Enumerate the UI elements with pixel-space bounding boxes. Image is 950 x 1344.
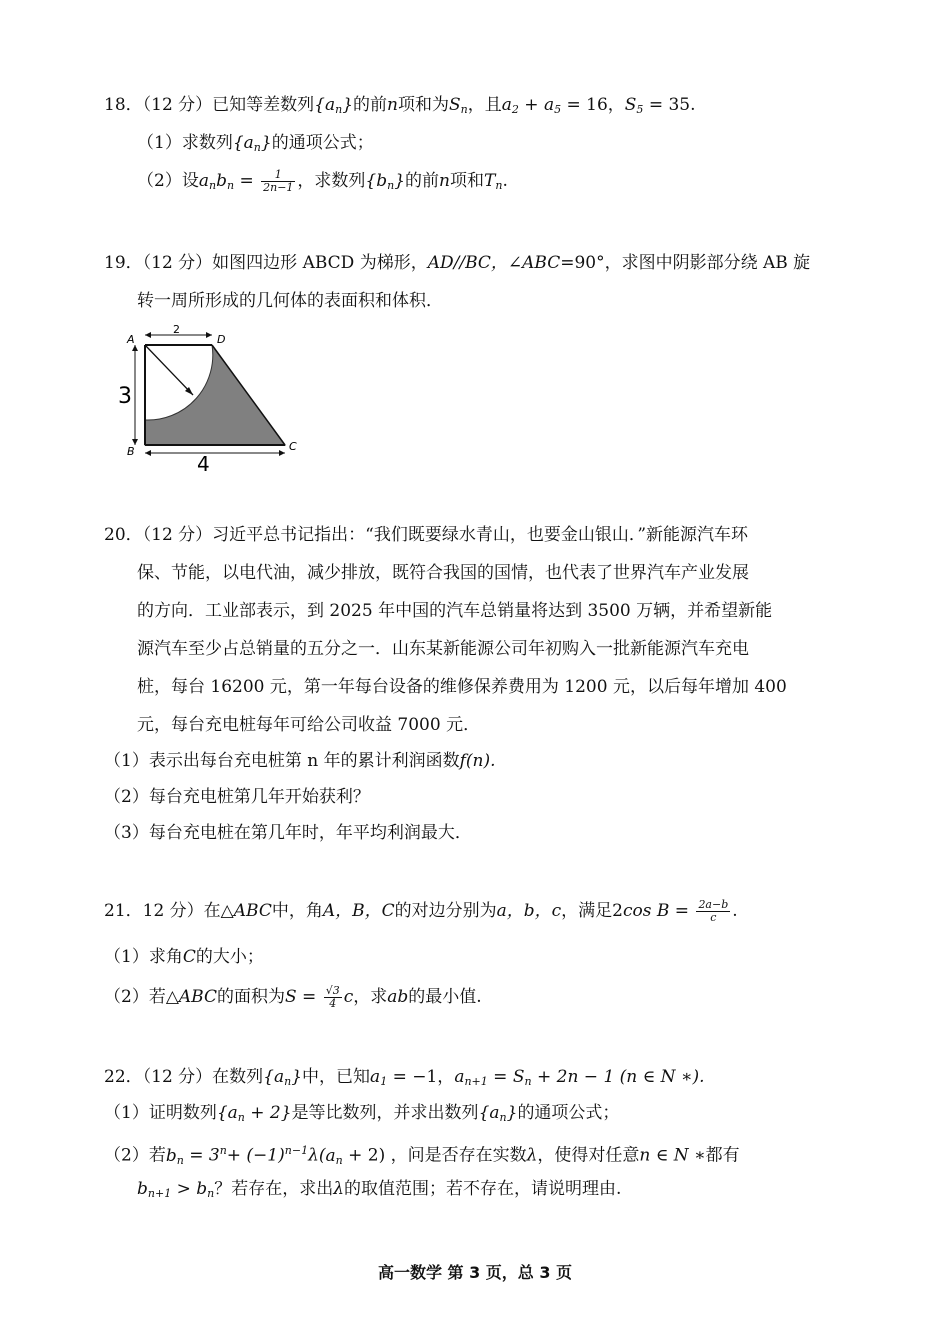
q22-text: 是等比数列，并求出数列 [291,1103,479,1123]
q20-sub3: （3）每台充电桩在第几年时，年平均利润最大． [104,823,472,843]
q18-sub2-text: 的前 [405,171,440,191]
q21-sub2 [104,984,482,1010]
q18-line1: 18．（12 分）已知等差数列$\{a_n\}$的前n项和为$S_n$，且$a_2 + a_5 = 16$，$S_5 = 35$. [104,95,696,116]
q21-sub1 [104,944,264,970]
q18-sub1-text: 的通项公式； [271,133,374,153]
q22-math: > [176,1179,191,1199]
q18-frac-num: 1 [261,169,295,182]
q22-math: n ∈ N ∗ [639,1145,706,1166]
label-C: C [289,440,297,453]
q21-math: c [343,987,354,1007]
label-A: A [127,333,135,346]
q22-text: 中，已知 [302,1067,371,1087]
q20-sub1-text: （1）表示出每台充电桩第 n 年的累计利润函数 [104,751,460,771]
q18-text: 项和为 [398,95,449,115]
q22-text: ，使得对任意 [537,1145,640,1166]
q21-text: 的大小； [195,947,264,967]
q18-sub2: （2）设$a_nb_n$ = $\frac{1}{2n-1}$ ，求数列$\{b_n\}$的前n项和$T_n$. [137,168,508,194]
q22-text: = −1， [392,1067,455,1087]
q22-math: = 3 [189,1145,220,1166]
q21-text: 中，角 [271,901,323,921]
q22-text: ？若存在，求出 [214,1179,334,1199]
q21-fraction [696,899,730,924]
q22-sub1: （1）证明数列$\{a_n + 2\}$是等比数列，并求出数列$\{a_n\}$的通项公式； [104,1103,620,1124]
q19-math: AD//BC，∠ABC [427,253,561,273]
q21-text: （2）若△ [104,987,179,1007]
q22-text: + 2) ，问是否存在实数 [348,1145,527,1166]
q21-math: S = [284,987,317,1007]
q22-text: = [493,1067,508,1087]
label-bottom-length: 4 [197,452,210,475]
q21-math: ABC [233,901,272,921]
q21-text: ，求 [353,987,388,1007]
q21-math: a，b，c [496,901,562,921]
q21-frac2-den: 4 [329,997,337,1010]
trapezoid-figure [115,325,315,475]
q21-text: ，满足2 [561,901,623,921]
q20-line1: 20．（12 分）习近平总书记指出：“我们既要绿水青山，也要金山银山．”新能源汽车环 [104,525,749,545]
q18-eq: = 35. [648,95,696,115]
q21-fraction2 [324,985,342,1010]
q21-frac-den: c [710,911,717,924]
q19-line1 [104,250,810,276]
q21-frac2-num: √3 [325,984,340,997]
label-B: B [127,445,135,458]
q20-line6: 元，每台充电桩每年可给公司收益 7000 元． [137,715,481,735]
label-top-length: 2 [173,325,180,336]
q22-text: （1）证明数列 [104,1103,217,1123]
q22-line1: 22．（12 分）在数列$\{a_n\}$中，已知$a_1 = -1$，$a_{n+1} = S_n + 2n - 1$ (n ∈ N ∗). [104,1067,705,1088]
q18-eq: = 16， [566,95,625,115]
q22-math: λ [526,1145,538,1166]
q20-line2: 保、节能，以电代油，减少排放，既符合我国的国情，也代表了世界汽车产业发展 [137,563,749,583]
q20-line4: 源汽车至少占总销量的五分之一．山东某新能源公司年初购入一批新能源汽车充电 [137,639,749,659]
q22-sub2-cont: $b_{n+1} > b_n$？若存在，求出λ的取值范围；若不存在，请说明理由. [137,1179,622,1200]
q21-text: （1）求角 [104,947,183,967]
q20-sub1 [104,748,496,774]
q21-text: 的对边分别为 [394,901,497,921]
q22-text: 22．（12 分）在数列 [104,1067,264,1087]
q22-text: 的取值范围；若不存在，请说明理由. [344,1179,622,1199]
q21-frac-num: 2a−b [698,898,729,911]
label-D: D [217,333,226,346]
label-left-length: 3 [118,384,132,409]
q22-sub2: （2）若$b_n = 3^n+ (-1)^{n-1}\lambda(a_n + 2)$ ，问是否存在实数λ，使得对任意n ∈ N ∗都有 [104,1144,740,1167]
q22-math: λ( [308,1145,326,1166]
q21-text: 的最小值. [408,987,482,1007]
q22-text: 都有 [705,1145,740,1166]
q19-line2: 转一周所形成的几何体的表面积和体积． [137,291,443,311]
q18-sub2-text: （2）设 [137,171,199,191]
q21-math: ABC [178,987,217,1007]
q22-math: + 2n − 1 (n ∈ N ∗). [536,1067,705,1087]
shaded-region [145,345,285,445]
q20-sub2: （2）每台充电桩第几年开始获利？ [104,787,370,807]
q20-line5: 桩，每台 16200 元，第一年每台设备的维修保养费用为 1200 元，以后每年增加 400 [137,677,787,697]
q22-math: λ [333,1179,345,1199]
q20-line3: 的方向．工业部表示，到 2025 年中国的汽车总销量将达到 3500 万辆，并希望新能 [137,601,773,621]
q21-math: ab [387,987,409,1007]
page-footer: 高一数学 第 3 页，总 3 页 [377,1263,573,1282]
q21-math: C [182,947,196,967]
q18-text: ，且 [467,95,502,115]
q22-text: （2）若 [104,1145,166,1166]
q22-math: + (−1) [226,1145,285,1166]
q19-text: 19．（12 分）如图四边形 ABCD 为梯形， [104,253,428,273]
q21-math: A，B，C [322,901,395,921]
q21-text: 21．12 分）在△ [104,901,234,921]
q18-sub1-text: （1）求数列 [137,133,233,153]
q18-sub1: （1）求数列$\{a_n\}$的通项公式； [137,133,374,154]
q19-text: =90°，求图中阴影部分绕 AB 旋 [560,253,811,273]
q18-frac-den: 2n−1 [263,181,294,194]
q21-math: cos B = [623,901,690,921]
q22-text: 的通项公式； [517,1103,620,1123]
q18-sub2-text: 项和 [450,171,484,191]
q18-fraction [261,169,295,194]
q21-line1: 21．12 分）在△ABC中，角A，B，C的对边分别为a，b，c，满足2cos B = $\frac{2a-b}{c}$ . [104,898,738,924]
q21-text: 的面积为 [216,987,285,1007]
q18-head: 18．（12 分）已知等差数列 [104,95,315,115]
q20-sub1-math: f(n). [459,751,496,771]
q18-sub2-text: ，求数列 [297,171,366,191]
q18-text: 的前 [353,95,388,115]
